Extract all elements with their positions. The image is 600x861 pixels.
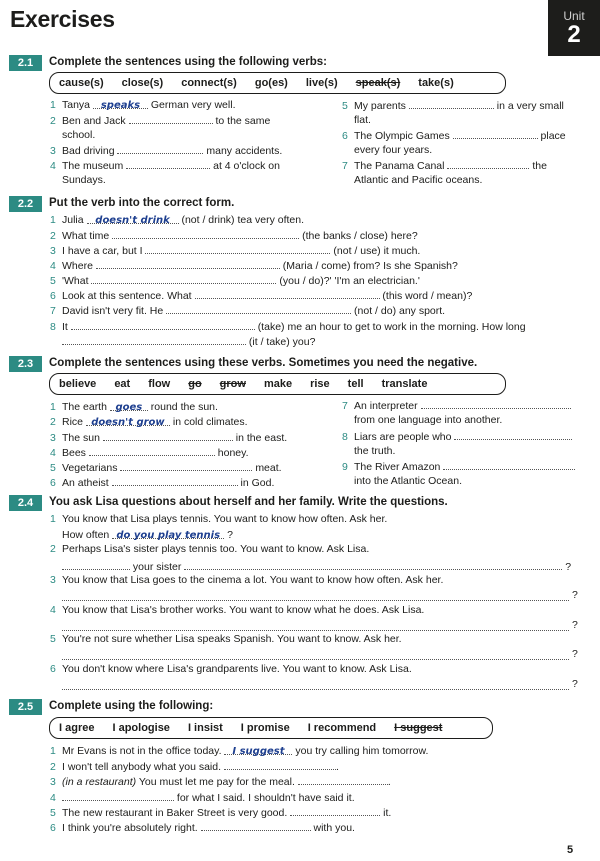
exercise-item: 9 The River Amazon — [342, 460, 575, 474]
answer-blank[interactable] — [62, 658, 569, 660]
answer-blank[interactable] — [62, 560, 130, 570]
word-option-used: go — [188, 378, 202, 390]
exercise-heading: Complete the sentences using the following verbs: — [49, 56, 327, 68]
exercise-item: 6 Look at this sentence. What (this word / mean)? — [50, 290, 473, 302]
question-prompt: 1 You know that Lisa plays tennis. You want to know how often. Ask her. — [50, 513, 388, 525]
exercise-item: 5 The new restaurant in Baker Street is very good. it. — [50, 807, 392, 819]
handwritten-answer: speaks — [93, 99, 148, 109]
exercise-item: 5 'What (you / do)?' 'I'm an electrician.' — [50, 275, 420, 287]
answer-blank[interactable] — [184, 560, 562, 570]
exercise-item: 1 Tanya speaks German very well. — [50, 99, 236, 111]
exercise-item: into the Atlantic Ocean. — [354, 475, 462, 487]
answer-blank[interactable] — [103, 431, 233, 441]
word-option-used: I suggest — [394, 722, 443, 734]
unit-label: Unit — [563, 9, 585, 23]
word-box — [49, 72, 506, 94]
exercise-item: 4 for what I said. I shouldn't have said it. — [50, 792, 355, 804]
exercise-item: 4 Bees honey. — [50, 447, 249, 459]
answer-blank[interactable] — [62, 688, 569, 690]
answer-blank[interactable] — [62, 599, 569, 601]
exercise-item: 2 Ben and Jack to the same — [50, 115, 271, 127]
exercise-item: 2 What time (the banks / close) here? — [50, 230, 418, 242]
question-prompt: 3 You know that Lisa goes to the cinema a lot. You want to know how often. Ask her. — [50, 574, 444, 586]
exercise-item: 7 David isn't very fit. He (not / do) any sport. — [50, 305, 446, 317]
answer-blank[interactable] — [117, 144, 203, 154]
handwritten-answer: do you play tennis — [112, 529, 224, 539]
exercise-item: 4 Where (Maria / come) from? Is she Spanish? — [50, 260, 458, 272]
exercise-item: (it / take) you? — [62, 335, 315, 349]
question-prompt: 2 Perhaps Lisa's sister plays tennis too. You want to know. Ask Lisa. — [50, 543, 370, 555]
exercise-heading: Complete using the following: — [49, 700, 214, 712]
answer-blank[interactable] — [201, 821, 311, 831]
answer-blank[interactable] — [91, 274, 276, 284]
word-option: believe — [59, 378, 97, 390]
exercise-item: 6 The Olympic Games place — [342, 130, 566, 142]
exercise-item: 7 The Panama Canal the — [342, 160, 547, 172]
answer-blank[interactable] — [447, 159, 529, 169]
exercise-item: 2 Rice doesn't grow in cold climates. — [50, 416, 248, 428]
exercise-item: 2 I won't tell anybody what you said. . — [50, 761, 339, 773]
word-option-used: speak(s) — [355, 77, 401, 89]
answer-blank[interactable] — [453, 129, 538, 139]
exercise-item: 3 (in a restaurant) You must let me pay for the meal. . — [50, 776, 391, 788]
word-option: I apologise — [112, 722, 170, 734]
answer-blank[interactable] — [166, 304, 351, 314]
handwritten-answer: doesn't drink — [87, 214, 179, 224]
exercise-number: 2.5 — [9, 699, 42, 715]
exercise-item: school. — [62, 129, 96, 141]
question-mark: ? — [572, 648, 578, 660]
question-prompt: 5 You're not sure whether Lisa speaks Spanish. You want to know. Ask her. — [50, 633, 402, 645]
word-option: close(s) — [121, 77, 164, 89]
answer-blank[interactable] — [195, 289, 380, 299]
exercise-item: 3 The sun in the east. — [50, 432, 288, 444]
exercise-item: 1 Mr Evans is not in the office today. I suggest you try calling him tomorrow. — [50, 745, 429, 757]
word-box — [49, 373, 506, 395]
exercise-item: 3 Bad driving many accidents. — [50, 145, 283, 157]
answer-blank[interactable] — [454, 430, 572, 440]
answer-blank[interactable] — [71, 320, 255, 330]
answer-blank[interactable] — [421, 399, 571, 409]
page-title: Exercises — [10, 6, 115, 32]
unit-badge — [548, 0, 600, 56]
answer-blank[interactable] — [96, 259, 280, 269]
word-option: I agree — [59, 722, 95, 734]
answer-blank[interactable] — [409, 99, 494, 109]
exercise-item: every four years. — [354, 144, 433, 156]
exercise-item: the truth. — [354, 445, 396, 457]
exercise-item: 5 Vegetarians meat. — [50, 462, 282, 474]
answer-blank[interactable] — [298, 775, 388, 785]
word-option-used: grow — [219, 378, 246, 390]
exercise-number: 2.3 — [9, 356, 42, 372]
exercise-number: 2.2 — [9, 196, 42, 212]
handwritten-answer: goes — [110, 401, 148, 411]
exercise-number: 2.1 — [9, 55, 42, 71]
answer-blank[interactable] — [126, 159, 210, 169]
question-prompt: 6 You don't know where Lisa's grandparents live. You want to know. Ask Lisa. — [50, 663, 412, 675]
word-option: go(es) — [254, 77, 288, 89]
question-mark: ? — [572, 589, 578, 601]
exercise-heading: Put the verb into the correct form. — [49, 197, 235, 209]
word-option: I insist — [187, 722, 223, 734]
word-option: take(s) — [418, 77, 454, 89]
exercise-item: flat. — [354, 114, 371, 126]
exercise-item: 1 Julia doesn't drink (not / drink) tea very often. — [50, 214, 305, 226]
exercise-item: 6 I think you're absolutely right. with you. — [50, 822, 355, 834]
exercise-item: from one language into another. — [354, 414, 503, 426]
exercise-heading: Complete the sentences using these verbs. Sometimes you need the negative. — [49, 357, 478, 369]
handwritten-answer: doesn't grow — [86, 416, 170, 426]
word-option: eat — [114, 378, 131, 390]
word-option: flow — [148, 378, 171, 390]
answer-line: your sister ? — [62, 560, 571, 574]
answer-blank[interactable] — [145, 244, 330, 254]
exercise-item: 7 An interpreter — [342, 399, 571, 413]
answer-blank[interactable] — [129, 114, 213, 124]
answer-blank[interactable] — [290, 806, 380, 816]
answer-blank[interactable] — [112, 229, 299, 239]
exercise-item: Sundays. — [62, 174, 106, 186]
word-option: translate — [381, 378, 428, 390]
exercise-item: 1 The earth goes round the sun. — [50, 401, 218, 413]
answer-blank[interactable] — [224, 760, 336, 770]
word-option: make — [263, 378, 293, 390]
answer-blank[interactable] — [62, 791, 174, 801]
word-option: tell — [347, 378, 364, 390]
word-box — [49, 717, 493, 739]
question-prompt: 4 You know that Lisa's brother works. You want to know what he does. Ask Lisa. — [50, 604, 425, 616]
word-option: I promise — [240, 722, 290, 734]
answer-blank[interactable] — [443, 460, 575, 470]
answer-blank[interactable] — [62, 629, 569, 631]
word-option: rise — [310, 378, 330, 390]
exercise-number: 2.4 — [9, 495, 42, 511]
exercise-heading: You ask Lisa questions about herself and her family. Write the questions. — [49, 496, 448, 508]
word-option: connect(s) — [181, 77, 237, 89]
word-option: I recommend — [307, 722, 377, 734]
exercise-item: 5 My parents in a very small — [342, 100, 564, 112]
exercise-item: 3 I have a car, but I (not / use) it much. — [50, 245, 421, 257]
answer-blank[interactable] — [112, 476, 238, 486]
word-option: live(s) — [305, 77, 338, 89]
question-mark: ? — [572, 678, 578, 690]
word-option: cause(s) — [59, 77, 104, 89]
exercise-item: Atlantic and Pacific oceans. — [354, 174, 483, 186]
question-mark: ? — [572, 619, 578, 631]
unit-number: 2 — [567, 21, 581, 48]
example-answer: How often do you play tennis ? — [62, 529, 233, 541]
exercise-item: 8 It (take) me an hour to get to work in the morning. How long — [50, 321, 526, 333]
answer-blank[interactable] — [120, 461, 252, 471]
handwritten-answer: I suggest — [224, 745, 292, 755]
exercise-item: 8 Liars are people who — [342, 430, 572, 444]
exercise-item: 4 The museum at 4 o'clock on — [50, 160, 280, 172]
answer-blank[interactable] — [89, 446, 215, 456]
page-number: 5 — [567, 844, 574, 856]
answer-blank[interactable] — [62, 335, 246, 345]
exercise-item: 6 An atheist in God. — [50, 477, 275, 489]
